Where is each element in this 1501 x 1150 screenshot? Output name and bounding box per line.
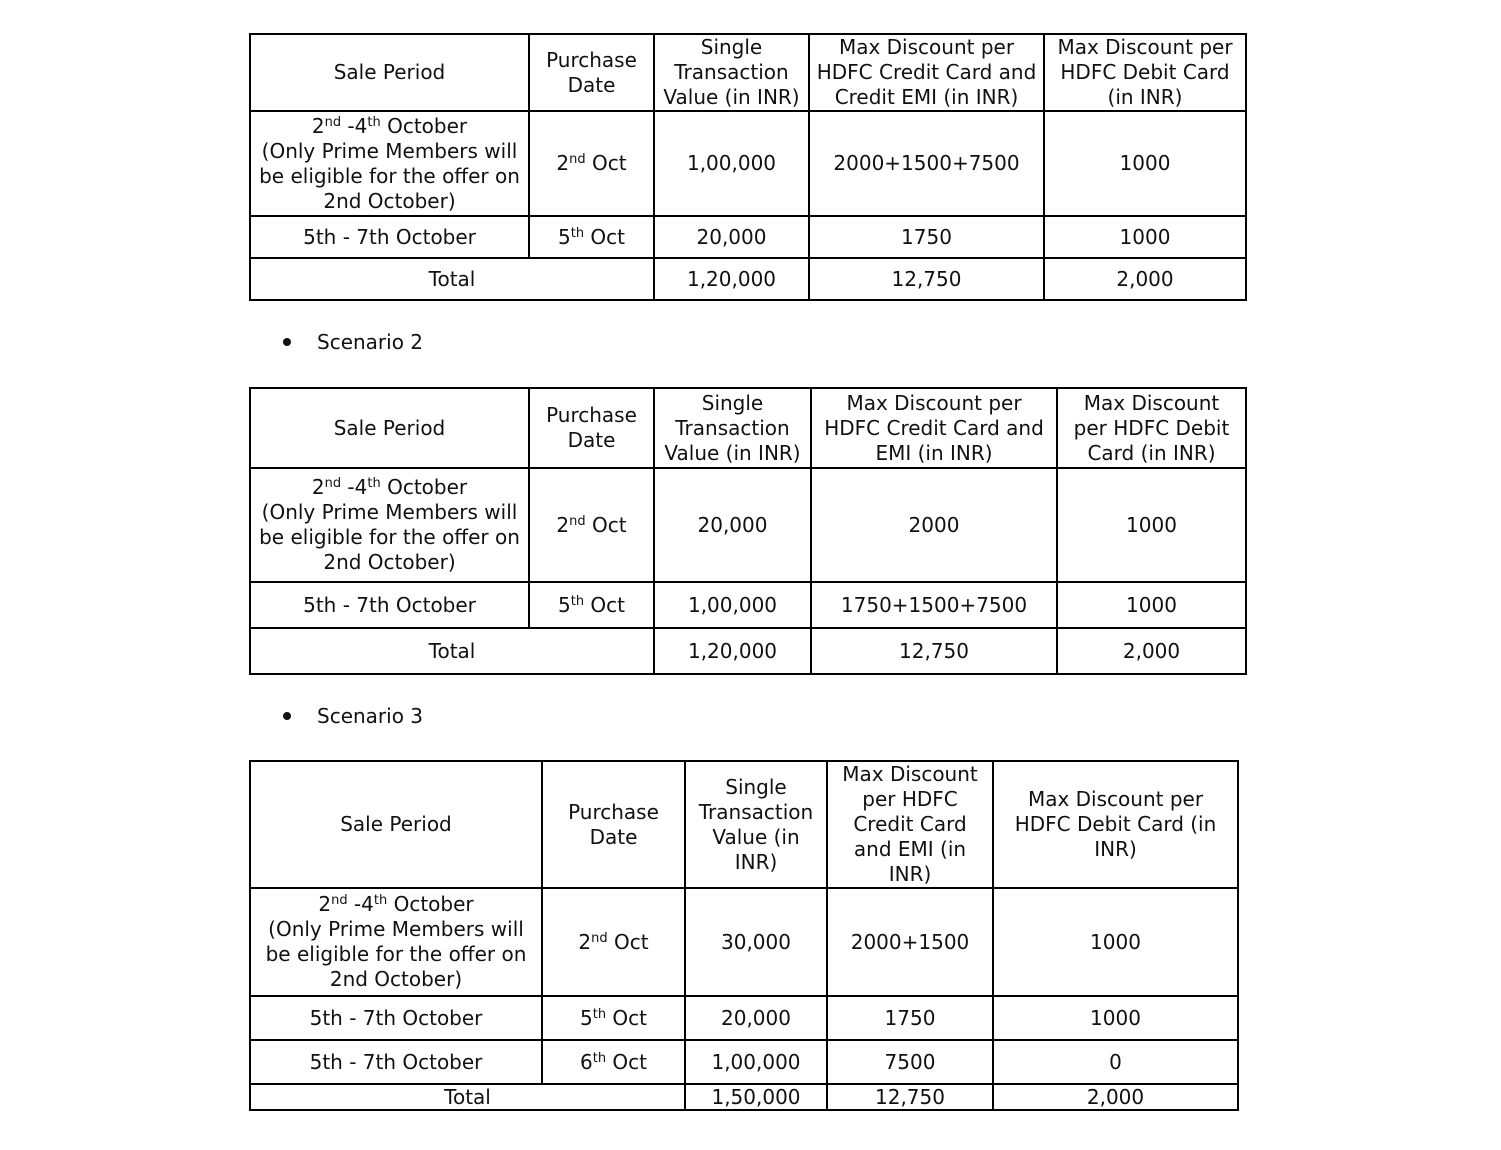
sale-period-cell: 5th - 7th October bbox=[250, 1040, 542, 1084]
header-purchase-date: Purchase Date bbox=[542, 761, 685, 888]
scenario-2-table bbox=[249, 387, 1247, 675]
header-sale-period: Sale Period bbox=[250, 388, 529, 468]
date-day: 2 bbox=[578, 929, 592, 954]
total-transaction-value: 1,50,000 bbox=[685, 1084, 827, 1110]
header-max-debit: Max Discount per HDFC Debit Card (in INR) bbox=[993, 761, 1238, 888]
date-suffix: th bbox=[592, 1006, 607, 1022]
date-month: Oct bbox=[584, 224, 625, 249]
total-debit-discount: 2,000 bbox=[993, 1084, 1238, 1110]
purchase-date-cell bbox=[529, 216, 654, 258]
header-sale-period: Sale Period bbox=[250, 34, 529, 111]
debit-discount-cell: 1000 bbox=[993, 888, 1238, 996]
date-month: Oct bbox=[585, 512, 627, 537]
total-label: Total bbox=[250, 258, 654, 300]
period-start: 2 bbox=[311, 475, 325, 499]
total-label: Total bbox=[250, 628, 654, 674]
header-max-debit: Max Discount per HDFC Debit Card (in INR) bbox=[1057, 388, 1246, 468]
date-suffix: nd bbox=[591, 930, 608, 946]
credit-discount-cell: 2000+1500 bbox=[827, 888, 993, 996]
date-day: 2 bbox=[556, 151, 570, 175]
purchase-date-cell bbox=[529, 468, 654, 582]
debit-discount-cell: 1000 bbox=[1044, 216, 1246, 258]
credit-discount-cell: 2000+1500+7500 bbox=[809, 111, 1044, 216]
header-row bbox=[250, 388, 1246, 468]
total-debit-discount: 2,000 bbox=[1057, 628, 1246, 674]
sale-period-cell: 5th - 7th October bbox=[250, 216, 529, 258]
purchase-date-cell bbox=[529, 582, 654, 628]
date-month: Oct bbox=[606, 1049, 647, 1074]
purchase-date-cell bbox=[529, 111, 654, 216]
header-max-credit: Max Discount per HDFC Credit Card and EMI (in INR) bbox=[811, 388, 1057, 468]
header-row bbox=[250, 761, 1238, 888]
debit-discount-cell: 0 bbox=[993, 1040, 1238, 1084]
period-start-suffix: nd bbox=[331, 893, 348, 908]
date-month: Oct bbox=[606, 1005, 647, 1030]
transaction-value-cell: 20,000 bbox=[654, 468, 811, 582]
period-note: (Only Prime Members will be eligible for the offer on 2nd October) bbox=[259, 500, 520, 574]
date-suffix: th bbox=[570, 593, 585, 609]
transaction-value-cell: 20,000 bbox=[654, 216, 809, 258]
date-day: 5 bbox=[579, 1005, 593, 1030]
period-start-suffix: nd bbox=[324, 114, 342, 130]
period-end-suffix: th bbox=[367, 476, 381, 491]
period-month: October bbox=[387, 892, 474, 916]
sale-period-cell bbox=[250, 111, 529, 216]
credit-discount-cell: 1750 bbox=[827, 996, 993, 1040]
header-max-credit: Max Discount per HDFC Credit Card and Credit EMI (in INR) bbox=[809, 34, 1044, 111]
credit-discount-cell: 7500 bbox=[827, 1040, 993, 1084]
period-note: (Only Prime Members will be eligible for the offer on 2nd October) bbox=[259, 138, 520, 213]
header-max-debit: Max Discount per HDFC Debit Card (in INR) bbox=[1044, 34, 1246, 111]
header-single-transaction: Single Transaction Value (in INR) bbox=[654, 388, 811, 468]
date-suffix: nd bbox=[569, 152, 586, 167]
total-debit-discount: 2,000 bbox=[1044, 258, 1246, 300]
period-end-suffix: th bbox=[367, 114, 381, 130]
header-row bbox=[250, 34, 1246, 111]
credit-discount-cell: 1750 bbox=[809, 216, 1044, 258]
header-single-transaction: Single Transaction Value (in INR) bbox=[685, 761, 827, 888]
bullet-dot-icon bbox=[283, 712, 291, 720]
period-start-suffix: nd bbox=[324, 476, 342, 491]
period-month: October bbox=[380, 475, 468, 499]
date-month: Oct bbox=[584, 592, 625, 617]
date-month: Oct bbox=[585, 151, 627, 175]
sale-period-cell: 5th - 7th October bbox=[250, 582, 529, 628]
header-max-credit: Max Discount per HDFC Credit Card and EMI (in INR) bbox=[827, 761, 993, 888]
credit-discount-cell: 2000 bbox=[811, 468, 1057, 582]
header-purchase-date: Purchase Date bbox=[529, 388, 654, 468]
sale-period-cell: 5th - 7th October bbox=[250, 996, 542, 1040]
total-row bbox=[250, 628, 1246, 674]
date-day: 5 bbox=[557, 592, 571, 617]
period-separator: -4 bbox=[341, 475, 368, 499]
debit-discount-cell: 1000 bbox=[1044, 111, 1246, 216]
table-row bbox=[250, 888, 1238, 996]
date-day: 2 bbox=[556, 512, 570, 537]
period-start: 2 bbox=[311, 113, 325, 138]
scenario-3-bullet bbox=[283, 703, 423, 729]
period-start: 2 bbox=[318, 892, 332, 916]
date-suffix: th bbox=[592, 1050, 607, 1066]
date-day: 6 bbox=[579, 1049, 593, 1074]
header-purchase-date: Purchase Date bbox=[529, 34, 654, 111]
sale-period-cell bbox=[250, 888, 542, 996]
credit-discount-cell: 1750+1500+7500 bbox=[811, 582, 1057, 628]
sale-period-cell bbox=[250, 468, 529, 582]
scenario-2-label: Scenario 2 bbox=[317, 330, 424, 354]
total-credit-discount: 12,750 bbox=[811, 628, 1057, 674]
period-separator: -4 bbox=[341, 113, 368, 138]
transaction-value-cell: 30,000 bbox=[685, 888, 827, 996]
date-suffix: nd bbox=[569, 513, 586, 529]
date-suffix: th bbox=[570, 225, 585, 241]
period-separator: -4 bbox=[347, 892, 374, 916]
total-label: Total bbox=[250, 1084, 685, 1110]
table-row bbox=[250, 111, 1246, 216]
table-row bbox=[250, 996, 1238, 1040]
debit-discount-cell: 1000 bbox=[993, 996, 1238, 1040]
table-row bbox=[250, 1040, 1238, 1084]
date-day: 5 bbox=[557, 224, 571, 249]
debit-discount-cell: 1000 bbox=[1057, 468, 1246, 582]
transaction-value-cell: 1,00,000 bbox=[654, 111, 809, 216]
purchase-date-cell bbox=[542, 888, 685, 996]
transaction-value-cell: 1,00,000 bbox=[654, 582, 811, 628]
bullet-dot-icon bbox=[283, 338, 291, 346]
purchase-date-cell bbox=[542, 1040, 685, 1084]
total-transaction-value: 1,20,000 bbox=[654, 258, 809, 300]
purchase-date-cell bbox=[542, 996, 685, 1040]
date-month: Oct bbox=[607, 929, 649, 954]
period-note: (Only Prime Members will be eligible for the offer on 2nd October) bbox=[265, 917, 527, 991]
total-row bbox=[250, 1084, 1238, 1110]
total-row bbox=[250, 258, 1246, 300]
table-row bbox=[250, 216, 1246, 258]
table-row bbox=[250, 582, 1246, 628]
total-transaction-value: 1,20,000 bbox=[654, 628, 811, 674]
scenario-3-table bbox=[249, 760, 1239, 1111]
debit-discount-cell: 1000 bbox=[1057, 582, 1246, 628]
period-month: October bbox=[380, 113, 468, 138]
scenario-3-label: Scenario 3 bbox=[317, 704, 424, 728]
transaction-value-cell: 20,000 bbox=[685, 996, 827, 1040]
header-single-transaction: Single Transaction Value (in INR) bbox=[654, 34, 809, 111]
period-end-suffix: th bbox=[373, 893, 388, 908]
header-sale-period: Sale Period bbox=[250, 761, 542, 888]
total-credit-discount: 12,750 bbox=[809, 258, 1044, 300]
scenario-2-bullet bbox=[283, 329, 423, 355]
scenario-1-table bbox=[249, 33, 1247, 301]
table-row bbox=[250, 468, 1246, 582]
total-credit-discount: 12,750 bbox=[827, 1084, 993, 1110]
transaction-value-cell: 1,00,000 bbox=[685, 1040, 827, 1084]
